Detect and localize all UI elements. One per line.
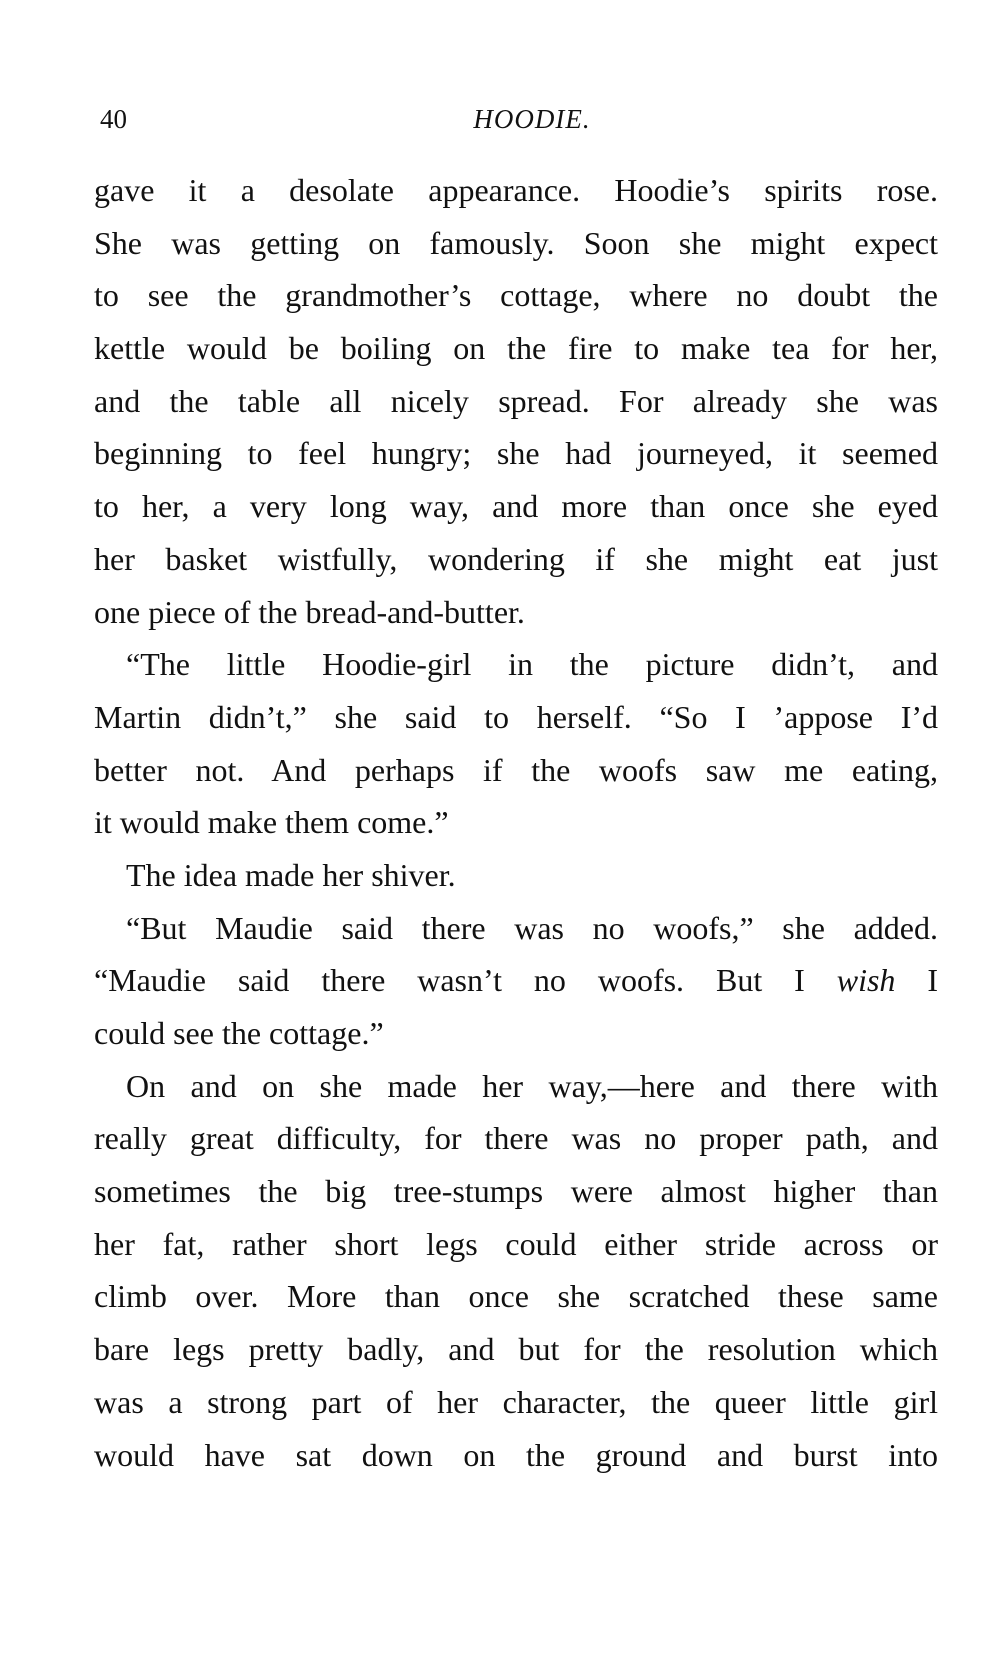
text-line: was a strong part of her character, the queer little girl (94, 1383, 938, 1420)
text-line: sometimes the big tree-stumps were almost higher than (94, 1173, 938, 1210)
text-line: The idea made her shiver. (126, 856, 456, 893)
text-line-with-emphasis (94, 954, 938, 1007)
text-segment: “Maudie said there wasn’t no woofs. But I (94, 962, 837, 999)
text-line: Martin didn’t,” she said to herself. “So I ’appose I’d (94, 698, 938, 735)
text-line: “The little Hoodie-girl in the picture didn’t, and (126, 646, 938, 683)
text-segment: I (895, 962, 938, 999)
text-line: to her, a very long way, and more than once she eyed (94, 488, 938, 525)
text-line: really great difficulty, for there was no proper path, and (94, 1120, 938, 1157)
text-line: to see the grandmother’s cottage, where no doubt the (94, 277, 938, 314)
text-line: climb over. More than once she scratched these same (94, 1278, 938, 1315)
running-title: HOODIE. (473, 104, 591, 134)
page-header (94, 104, 930, 140)
text-line: her basket wistfully, wondering if she might eat just (94, 540, 938, 577)
text-line: kettle would be boiling on the fire to make tea for her, (94, 330, 938, 367)
text-line: bare legs pretty badly, and but for the resolution which (94, 1331, 938, 1368)
text-line: gave it a desolate appearance. Hoodie’s spirits rose. (94, 172, 938, 208)
text-line: one piece of the bread-and-butter. (94, 593, 525, 630)
text-line: beginning to feel hungry; she had journeyed, it seemed (94, 435, 938, 472)
text-line: would have sat down on the ground and burst into (94, 1436, 938, 1473)
text-line: could see the cottage.” (94, 1015, 384, 1051)
body-text (94, 164, 938, 1481)
emphasized-word: wish (836, 962, 896, 999)
text-line: her fat, rather short legs could either stride across or (94, 1225, 938, 1262)
page-number: 40 (100, 104, 127, 134)
text-line: and the table all nicely spread. For already she was (94, 382, 938, 419)
text-line: She was getting on famously. Soon she might expect (94, 224, 938, 261)
text-line: “But Maudie said there was no woofs,” she added. (126, 909, 938, 946)
text-line: better not. And perhaps if the woofs saw me eating, (94, 751, 938, 788)
text-line: On and on she made her way,—here and there with (126, 1067, 938, 1104)
text-line: it would make them come.” (94, 804, 449, 841)
